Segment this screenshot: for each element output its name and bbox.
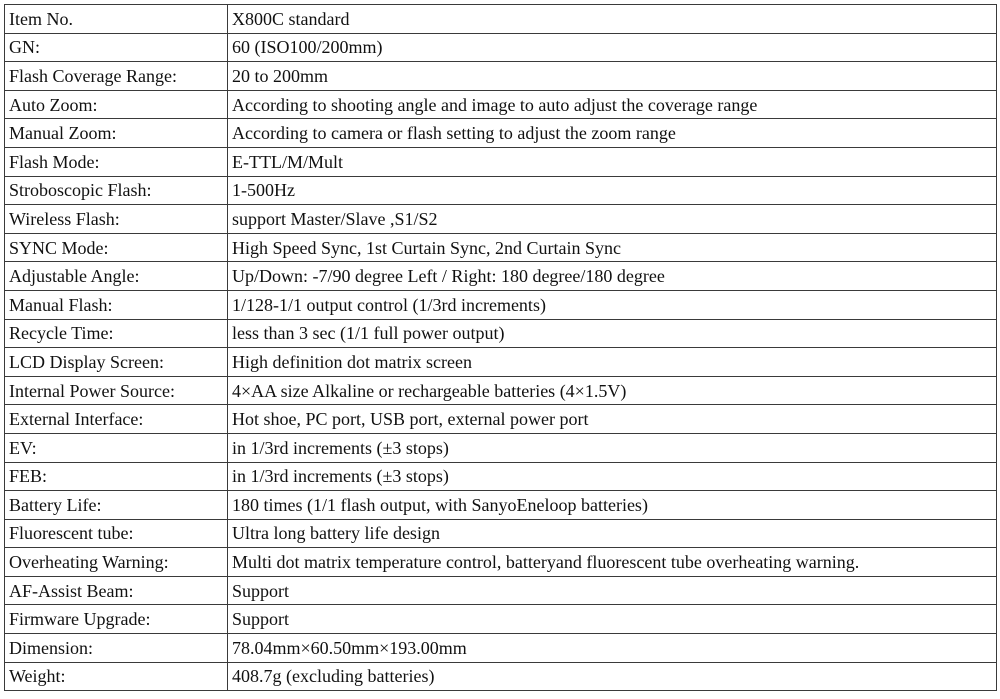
spec-row — [5, 662, 997, 691]
spec-row — [5, 147, 997, 176]
spec-value: 408.7g (excluding batteries) — [228, 662, 997, 691]
spec-row — [5, 634, 997, 663]
spec-row — [5, 519, 997, 548]
spec-row — [5, 376, 997, 405]
spec-label: Flash Mode: — [5, 147, 228, 176]
spec-label: Adjustable Angle: — [5, 262, 228, 291]
spec-label: Battery Life: — [5, 491, 228, 520]
spec-row — [5, 576, 997, 605]
spec-label: Auto Zoom: — [5, 90, 228, 119]
spec-row — [5, 319, 997, 348]
spec-label: Dimension: — [5, 634, 228, 663]
spec-value: support Master/Slave ,S1/S2 — [228, 205, 997, 234]
spec-row — [5, 233, 997, 262]
spec-label: Firmware Upgrade: — [5, 605, 228, 634]
spec-row — [5, 290, 997, 319]
spec-label: Manual Zoom: — [5, 119, 228, 148]
spec-value: 4×AA size Alkaline or rechargeable batteries (4×1.5V) — [228, 376, 997, 405]
spec-table-body — [5, 5, 997, 691]
spec-value: 1/128-1/1 output control (1/3rd increments) — [228, 290, 997, 319]
spec-table — [4, 4, 997, 691]
spec-label: Overheating Warning: — [5, 548, 228, 577]
spec-label: External Interface: — [5, 405, 228, 434]
spec-label: Flash Coverage Range: — [5, 62, 228, 91]
spec-row — [5, 90, 997, 119]
spec-label: Wireless Flash: — [5, 205, 228, 234]
spec-label: Internal Power Source: — [5, 376, 228, 405]
spec-row — [5, 348, 997, 377]
spec-row — [5, 548, 997, 577]
spec-label: Item No. — [5, 5, 228, 34]
spec-label: FEB: — [5, 462, 228, 491]
spec-label: LCD Display Screen: — [5, 348, 228, 377]
spec-row — [5, 605, 997, 634]
spec-label: Stroboscopic Flash: — [5, 176, 228, 205]
spec-row — [5, 433, 997, 462]
spec-label: GN: — [5, 33, 228, 62]
spec-label: Fluorescent tube: — [5, 519, 228, 548]
spec-label: Weight: — [5, 662, 228, 691]
spec-row — [5, 176, 997, 205]
spec-label: Recycle Time: — [5, 319, 228, 348]
spec-row — [5, 205, 997, 234]
spec-label: SYNC Mode: — [5, 233, 228, 262]
spec-value: less than 3 sec (1/1 full power output) — [228, 319, 997, 348]
spec-label: AF-Assist Beam: — [5, 576, 228, 605]
spec-value: 1-500Hz — [228, 176, 997, 205]
spec-value: According to camera or flash setting to adjust the zoom range — [228, 119, 997, 148]
spec-value: 20 to 200mm — [228, 62, 997, 91]
spec-value: Ultra long battery life design — [228, 519, 997, 548]
spec-value: High Speed Sync, 1st Curtain Sync, 2nd Curtain Sync — [228, 233, 997, 262]
spec-value: 180 times (1/1 flash output, with SanyoEneloop batteries) — [228, 491, 997, 520]
spec-row — [5, 405, 997, 434]
spec-label: Manual Flash: — [5, 290, 228, 319]
spec-row — [5, 491, 997, 520]
spec-value: High definition dot matrix screen — [228, 348, 997, 377]
spec-value: Hot shoe, PC port, USB port, external power port — [228, 405, 997, 434]
spec-value: E-TTL/M/Mult — [228, 147, 997, 176]
spec-value: Support — [228, 576, 997, 605]
spec-value: Support — [228, 605, 997, 634]
spec-label: EV: — [5, 433, 228, 462]
spec-value: 60 (ISO100/200mm) — [228, 33, 997, 62]
spec-row — [5, 33, 997, 62]
spec-value: Up/Down: -7/90 degree Left / Right: 180 degree/180 degree — [228, 262, 997, 291]
spec-row — [5, 119, 997, 148]
spec-value: Multi dot matrix temperature control, batteryand fluorescent tube overheating warning. — [228, 548, 997, 577]
spec-row — [5, 462, 997, 491]
spec-value: in 1/3rd increments (±3 stops) — [228, 462, 997, 491]
spec-value: in 1/3rd increments (±3 stops) — [228, 433, 997, 462]
spec-value: 78.04mm×60.50mm×193.00mm — [228, 634, 997, 663]
spec-row — [5, 5, 997, 34]
spec-value: X800C standard — [228, 5, 997, 34]
spec-value: According to shooting angle and image to auto adjust the coverage range — [228, 90, 997, 119]
spec-row — [5, 62, 997, 91]
spec-row — [5, 262, 997, 291]
